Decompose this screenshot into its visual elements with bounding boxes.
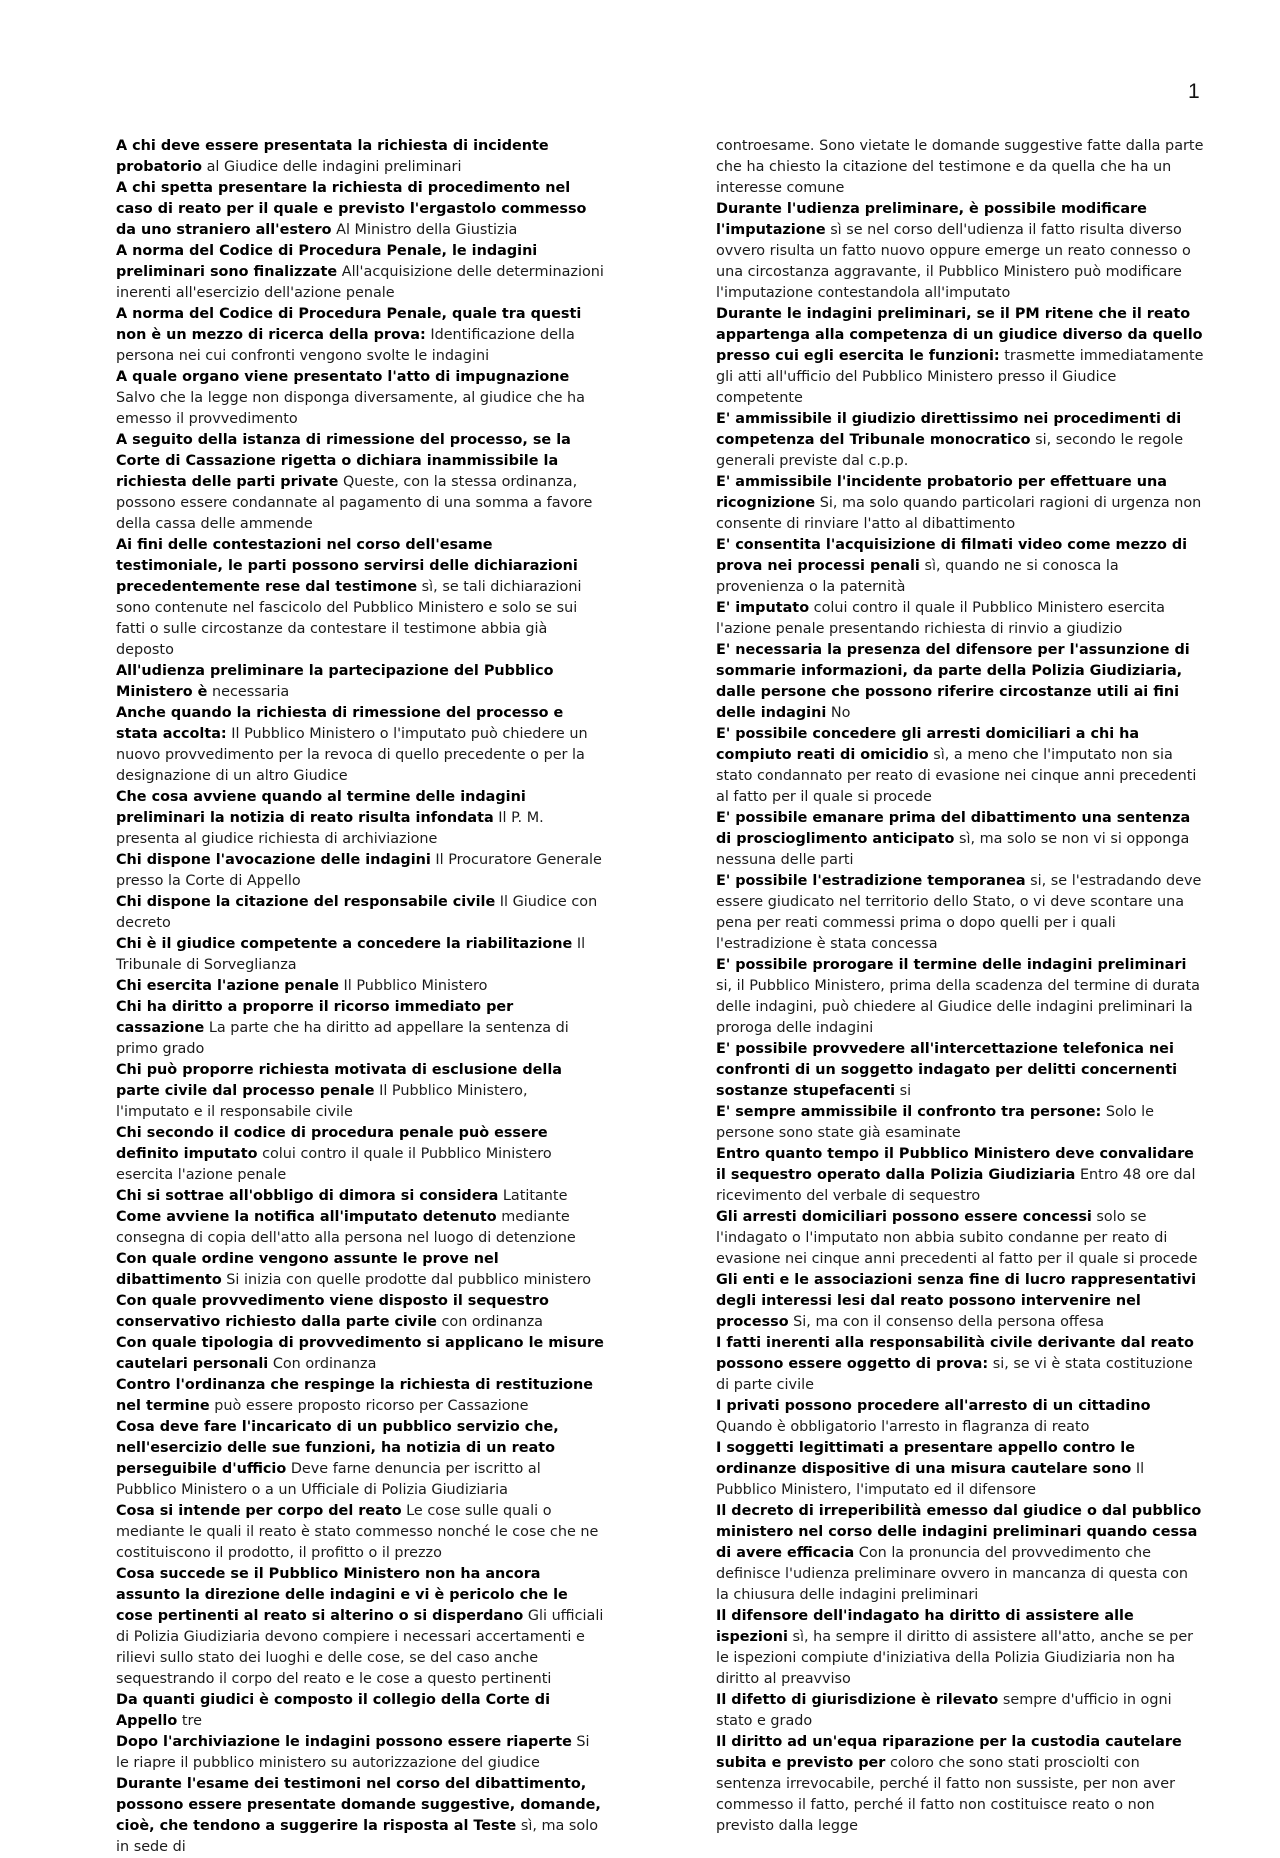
- qa-entry: [116, 1774, 604, 1858]
- answer-text: controesame. Sono vietate le domande suggestive fatte dalla parte che ha chiesto la citazione del testimone e da quella che ha un interesse comune: [716, 138, 1204, 196]
- question-text: A norma del Codice di Procedura Penale, quale tra questi non è un mezzo di ricerca della prova:: [116, 306, 582, 343]
- answer-text: Il P. M. presenta al giudice richiesta di archiviazione: [116, 810, 544, 847]
- answer-text: si: [899, 1083, 912, 1099]
- question-text: A chi spetta presentare la richiesta di procedimento nel caso di reato per il quale e previsto l'ergastolo commesso da uno straniero all'estero: [116, 180, 587, 238]
- answer-text: Identificazione della persona nei cui confronti vengono svolte le indagini: [116, 327, 575, 364]
- qa-entry: [716, 199, 1204, 304]
- question-text: Chi può proporre richiesta motivata di esclusione della parte civile dal processo penale: [116, 1062, 562, 1099]
- qa-entry: [716, 640, 1204, 724]
- answer-text: sempre d'ufficio in ogni stato e grado: [716, 1692, 1172, 1729]
- question-text: Cosa succede se il Pubblico Ministero non ha ancora assunto la direzione delle indagini e vi è pericolo che le cose pertinenti al reato si alterino o si disperdano: [116, 1566, 568, 1624]
- qa-entry: [716, 1207, 1204, 1270]
- qa-entry: [116, 535, 604, 661]
- question-text: E' possibile concedere gli arresti domiciliari a chi ha compiuto reati di omicidio: [716, 726, 1140, 763]
- qa-entry: [716, 1396, 1204, 1438]
- answer-text: coloro che sono stati prosciolti con sentenza irrevocabile, perché il fatto non sussiste, per non aver commesso il fatto, perché il fatto non costituisce reato o non previsto dalla legge: [716, 1755, 1176, 1834]
- qa-entry: [116, 1732, 604, 1774]
- answer-text: Si, ma con il consenso della persona offesa: [793, 1314, 1105, 1330]
- answer-text: Il Pubblico Ministero: [343, 978, 488, 994]
- qa-entry: [116, 1417, 604, 1501]
- question-text: E' necessaria la presenza del difensore per l'assunzione di sommarie informazioni, da parte della Polizia Giudiziaria, dalle persone che possono riferire circostanze utili ai fini delle indagini: [716, 642, 1190, 721]
- question-text: Da quanti giudici è composto il collegio della Corte di Appello: [116, 1692, 551, 1729]
- question-text: Chi secondo il codice di procedura penale può essere definito imputato: [116, 1125, 548, 1162]
- qa-entry: [716, 808, 1204, 871]
- answer-text: Si, ma solo quando particolari ragioni di urgenza non consente di rinviare l'atto al dibattimento: [716, 495, 1202, 532]
- answer-text: Quando è obbligatorio l'arresto in flagranza di reato: [716, 1419, 1090, 1435]
- qa-entry: [116, 1501, 604, 1564]
- question-text: A seguito della istanza di rimessione del processo, se la Corte di Cassazione rigetta o dichiara inammissibile la richiesta delle parti private: [116, 432, 571, 490]
- question-text: E' ammissibile l'incidente probatorio per effettuare una ricognizione: [716, 474, 1167, 511]
- question-text: Il diritto ad un'equa riparazione per la custodia cautelare subita e previsto per: [716, 1734, 1182, 1771]
- qa-entry: [116, 241, 604, 304]
- qa-entry: [116, 1207, 604, 1249]
- answer-text: Il Giudice con decreto: [116, 894, 598, 931]
- qa-entry: [716, 1606, 1204, 1690]
- answer-text: Queste, con la stessa ordinanza, possono essere condannate al pagamento di una somma a favore della cassa delle ammende: [116, 474, 593, 532]
- qa-entry: [116, 1249, 604, 1291]
- answer-text: sì se nel corso dell'udienza il fatto risulta diverso ovvero risulta un fatto nuovo oppure emerge un reato connesso o una circostanza aggravante, il Pubblico Ministero può modificare l'imputazione contestandola all'imputato: [716, 222, 1191, 301]
- question-text: A chi deve essere presentata la richiesta di incidente probatorio: [116, 138, 549, 175]
- question-text: Con quale ordine vengono assunte le prove nel dibattimento: [116, 1251, 499, 1288]
- page-number: 1: [1188, 80, 1200, 103]
- question-text: Anche quando la richiesta di rimessione del processo e stata accolta:: [116, 705, 564, 742]
- answer-text: Deve farne denuncia per iscritto al Pubblico Ministero o a un Ufficiale di Polizia Giudiziaria: [116, 1461, 541, 1498]
- qa-entry: [116, 787, 604, 850]
- question-text: Il difetto di giurisdizione è rilevato: [716, 1692, 999, 1708]
- qa-entry: [116, 703, 604, 787]
- question-text: E' possibile provvedere all'intercettazione telefonica nei confronti di un soggetto indagato per delitti concernenti sostanze stupefacenti: [716, 1041, 1178, 1099]
- qa-entry: [716, 1438, 1204, 1501]
- question-text: A norma del Codice di Procedura Penale, le indagini preliminari sono finalizzate: [116, 243, 538, 280]
- answer-text: Il Tribunale di Sorveglianza: [116, 936, 586, 973]
- qa-entry: [116, 976, 604, 997]
- question-text: Chi dispone la citazione del responsabile civile: [116, 894, 496, 910]
- qa-entry: [716, 535, 1204, 598]
- right-column: [716, 136, 1204, 1837]
- qa-entry: [716, 1690, 1204, 1732]
- answer-text: al Giudice delle indagini preliminari: [206, 159, 462, 175]
- qa-entry: [716, 1102, 1204, 1144]
- answer-text: Le cose sulle quali o mediante le quali il reato è stato commesso nonché le cose che ne costituiscono il prodotto, il profitto o il prezzo: [116, 1503, 599, 1561]
- question-text: Durante le indagini preliminari, se il PM ritene che il reato appartenga alla competenza di un giudice diverso da quello presso cui egli esercita le funzioni:: [716, 306, 1203, 364]
- question-text: E' ammissibile il giudizio direttissimo nei procedimenti di competenza del Tribunale monocratico: [716, 411, 1182, 448]
- answer-text: Gli ufficiali di Polizia Giudiziaria devono compiere i necessari accertamenti e rilievi sullo stato dei luoghi e delle cose, se del caso anche sequestrando il corpo del reato e le cose a questo pertinenti: [116, 1608, 604, 1687]
- question-text: Entro quanto tempo il Pubblico Ministero deve convalidare il sequestro operato dalla Polizia Giudiziaria: [716, 1146, 1194, 1183]
- question-text: E' sempre ammissibile il confronto tra persone:: [716, 1104, 1102, 1120]
- question-text: Con quale provvedimento viene disposto il sequestro conservativo richiesto dalla parte civile: [116, 1293, 549, 1330]
- answer-text: può essere proposto ricorso per Cassazione: [214, 1398, 529, 1414]
- question-text: E' possibile prorogare il termine delle indagini preliminari: [716, 957, 1187, 973]
- answer-text: No: [830, 705, 851, 721]
- qa-entry: [716, 871, 1204, 955]
- answer-text: Il Pubblico Ministero o l'imputato può chiedere un nuovo provvedimento per la revoca di quello precedente o per la designazione di un altro Giudice: [116, 726, 588, 784]
- answer-text: All'acquisizione delle determinazioni inerenti all'esercizio dell'azione penale: [116, 264, 604, 301]
- qa-entry: [716, 1501, 1204, 1606]
- question-text: Il difensore dell'indagato ha diritto di assistere alle ispezioni: [716, 1608, 1134, 1645]
- question-text: I privati possono procedere all'arresto di un cittadino: [716, 1398, 1151, 1414]
- answer-text: Entro 48 ore dal ricevimento del verbale di sequestro: [716, 1167, 1196, 1204]
- answer-text: mediante consegna di copia dell'atto alla persona nel luogo di detenzione: [116, 1209, 576, 1246]
- question-text: Che cosa avviene quando al termine delle indagini preliminari la notizia di reato risulta infondata: [116, 789, 526, 826]
- qa-entry: [116, 178, 604, 241]
- qa-entry: [116, 1186, 604, 1207]
- qa-entry: [716, 136, 1204, 199]
- answer-text: Il Pubblico Ministero, l'imputato ed il difensore: [716, 1461, 1145, 1498]
- qa-entry: [116, 892, 604, 934]
- question-text: Con quale tipologia di provvedimento si applicano le misure cautelari personali: [116, 1335, 604, 1372]
- question-text: Contro l'ordinanza che respinge la richiesta di restituzione nel termine: [116, 1377, 594, 1414]
- question-text: I soggetti legittimati a presentare appello contro le ordinanze dispositive di una misura cautelare sono: [716, 1440, 1135, 1477]
- left-column: [116, 136, 604, 1858]
- qa-entry: [116, 430, 604, 535]
- answer-text: colui contro il quale il Pubblico Ministero esercita l'azione penale presentando richiesta di rinvio a giudizio: [716, 600, 1165, 637]
- answer-text: Solo le persone sono state già esaminate: [716, 1104, 1154, 1141]
- question-text: Durante l'esame dei testimoni nel corso del dibattimento, possono essere presentate domande suggestive, domande, cioè, che tendono a suggerire la risposta al Teste: [116, 1776, 601, 1834]
- answer-text: si, secondo le regole generali previste dal c.p.p.: [716, 432, 1184, 469]
- question-text: Gli arresti domiciliari possono essere concessi: [716, 1209, 1092, 1225]
- qa-entry: [116, 997, 604, 1060]
- question-text: Come avviene la notifica all'imputato detenuto: [116, 1209, 497, 1225]
- question-text: E' possibile l'estradizione temporanea: [716, 873, 1026, 889]
- answer-text: Al Ministro della Giustizia: [336, 222, 518, 238]
- qa-entry: [116, 1060, 604, 1123]
- question-text: A quale organo viene presentato l'atto di impugnazione: [116, 369, 570, 385]
- answer-text: La parte che ha diritto ad appellare la sentenza di primo grado: [116, 1020, 569, 1057]
- answer-text: Latitante: [502, 1188, 568, 1204]
- qa-entry: [116, 1375, 604, 1417]
- qa-entry: [716, 1039, 1204, 1102]
- question-text: Cosa si intende per corpo del reato: [116, 1503, 402, 1519]
- qa-entry: [716, 1732, 1204, 1837]
- qa-entry: [116, 367, 604, 430]
- qa-entry: [716, 1333, 1204, 1396]
- question-text: Il decreto di irreperibilità emesso dal giudice o dal pubblico ministero nel corso delle indagini preliminari quando cessa di avere efficacia: [716, 1503, 1202, 1561]
- question-text: Ai fini delle contestazioni nel corso dell'esame testimoniale, le parti possono servirsi delle dichiarazioni precedentemente rese dal testimone: [116, 537, 578, 595]
- answer-text: sì, ha sempre il diritto di assistere all'atto, anche se per le ispezioni compiute d'iniziativa della Polizia Giudiziaria non ha diritto al preavviso: [716, 1629, 1194, 1687]
- question-text: E' imputato: [716, 600, 810, 616]
- answer-text: si, se vi è stata costituzione di parte civile: [716, 1356, 1193, 1393]
- question-text: Chi si sottrae all'obbligo di dimora si considera: [116, 1188, 499, 1204]
- answer-text: sì, quando ne si conosca la provenienza o la paternità: [716, 558, 1119, 595]
- question-text: All'udienza preliminare la partecipazione del Pubblico Ministero è: [116, 663, 554, 700]
- answer-text: Si inizia con quelle prodotte dal pubblico ministero: [226, 1272, 592, 1288]
- qa-entry: [716, 598, 1204, 640]
- answer-text: necessaria: [211, 684, 290, 700]
- answer-text: sì, ma solo in sede di: [116, 1818, 599, 1855]
- qa-entry: [116, 1564, 604, 1690]
- answer-text: Il Pubblico Ministero, l'imputato e il responsabile civile: [116, 1083, 528, 1120]
- qa-entry: [116, 1690, 604, 1732]
- qa-entry: [716, 409, 1204, 472]
- qa-entry: [116, 136, 604, 178]
- qa-entry: [116, 661, 604, 703]
- answer-text: Salvo che la legge non disponga diversamente, al giudice che ha emesso il provvedimento: [116, 390, 585, 427]
- answer-text: Il Procuratore Generale presso la Corte di Appello: [116, 852, 602, 889]
- qa-entry: [716, 1144, 1204, 1207]
- answer-text: con ordinanza: [441, 1314, 543, 1330]
- question-text: Chi è il giudice competente a concedere la riabilitazione: [116, 936, 573, 952]
- answer-text: solo se l'indagato o l'imputato non abbia subito condanne per reato di evasione nei cinque anni precedenti al fatto per il quale si procede: [716, 1209, 1198, 1267]
- answer-text: trasmette immediatamente gli atti all'ufficio del Pubblico Ministero presso il Giudice competente: [716, 348, 1204, 406]
- question-text: I fatti inerenti alla responsabilità civile derivante dal reato possono essere oggetto di prova:: [716, 1335, 1194, 1372]
- answer-text: si, se l'estradando deve essere giudicato nel territorio dello Stato, o vi deve scontare una pena per reati commessi prima o dopo quelli per i quali l'estradizione è stata concessa: [716, 873, 1202, 952]
- qa-entry: [116, 304, 604, 367]
- answer-text: sì, ma solo se non vi si opponga nessuna delle parti: [716, 831, 1190, 868]
- qa-entry: [716, 955, 1204, 1039]
- qa-entry: [116, 1333, 604, 1375]
- question-text: Durante l'udienza preliminare, è possibile modificare l'imputazione: [716, 201, 1147, 238]
- question-text: Cosa deve fare l'incaricato di un pubblico servizio che, nell'esercizio delle sue funzioni, ha notizia di un reato perseguibile d'ufficio: [116, 1419, 559, 1477]
- answer-text: sì, se tali dichiarazioni sono contenute nel fascicolo del Pubblico Ministero e solo se sui fatti o sulle circostanze da contestare il testimone abbia già deposto: [116, 579, 582, 658]
- answer-text: colui contro il quale il Pubblico Ministero esercita l'azione penale: [116, 1146, 552, 1183]
- qa-entry: [716, 724, 1204, 808]
- qa-entry: [716, 304, 1204, 409]
- question-text: E' possibile emanare prima del dibattimento una sentenza di proscioglimento anticipato: [716, 810, 1191, 847]
- answer-text: Si le riapre il pubblico ministero su autorizzazione del giudice: [116, 1734, 590, 1771]
- qa-entry: [116, 1291, 604, 1333]
- qa-entry: [116, 1123, 604, 1186]
- question-text: Chi esercita l'azione penale: [116, 978, 339, 994]
- answer-text: si, il Pubblico Ministero, prima della scadenza del termine di durata delle indagini, può chiedere al Giudice delle indagini preliminari la proroga delle indagini: [716, 978, 1200, 1036]
- answer-text: Con ordinanza: [272, 1356, 377, 1372]
- qa-entry: [716, 1270, 1204, 1333]
- question-text: Gli enti e le associazioni senza fine di lucro rappresentativi degli interessi lesi dal reato possono intervenire nel processo: [716, 1272, 1197, 1330]
- answer-text: sì, a meno che l'imputato non sia stato condannato per reato di evasione nei cinque anni precedenti al fatto per il quale si procede: [716, 747, 1197, 805]
- qa-entry: [116, 850, 604, 892]
- question-text: Chi dispone l'avocazione delle indagini: [116, 852, 431, 868]
- answer-text: Con la pronuncia del provvedimento che definisce l'udienza preliminare ovvero in mancanza di questa con la chiusura delle indagini preliminari: [716, 1545, 1189, 1603]
- question-text: Chi ha diritto a proporre il ricorso immediato per cassazione: [116, 999, 514, 1036]
- question-text: Dopo l'archiviazione le indagini possono essere riaperte: [116, 1734, 572, 1750]
- answer-text: tre: [181, 1713, 202, 1729]
- qa-entry: [116, 934, 604, 976]
- qa-entry: [716, 472, 1204, 535]
- question-text: E' consentita l'acquisizione di filmati video come mezzo di prova nei processi penali: [716, 537, 1188, 574]
